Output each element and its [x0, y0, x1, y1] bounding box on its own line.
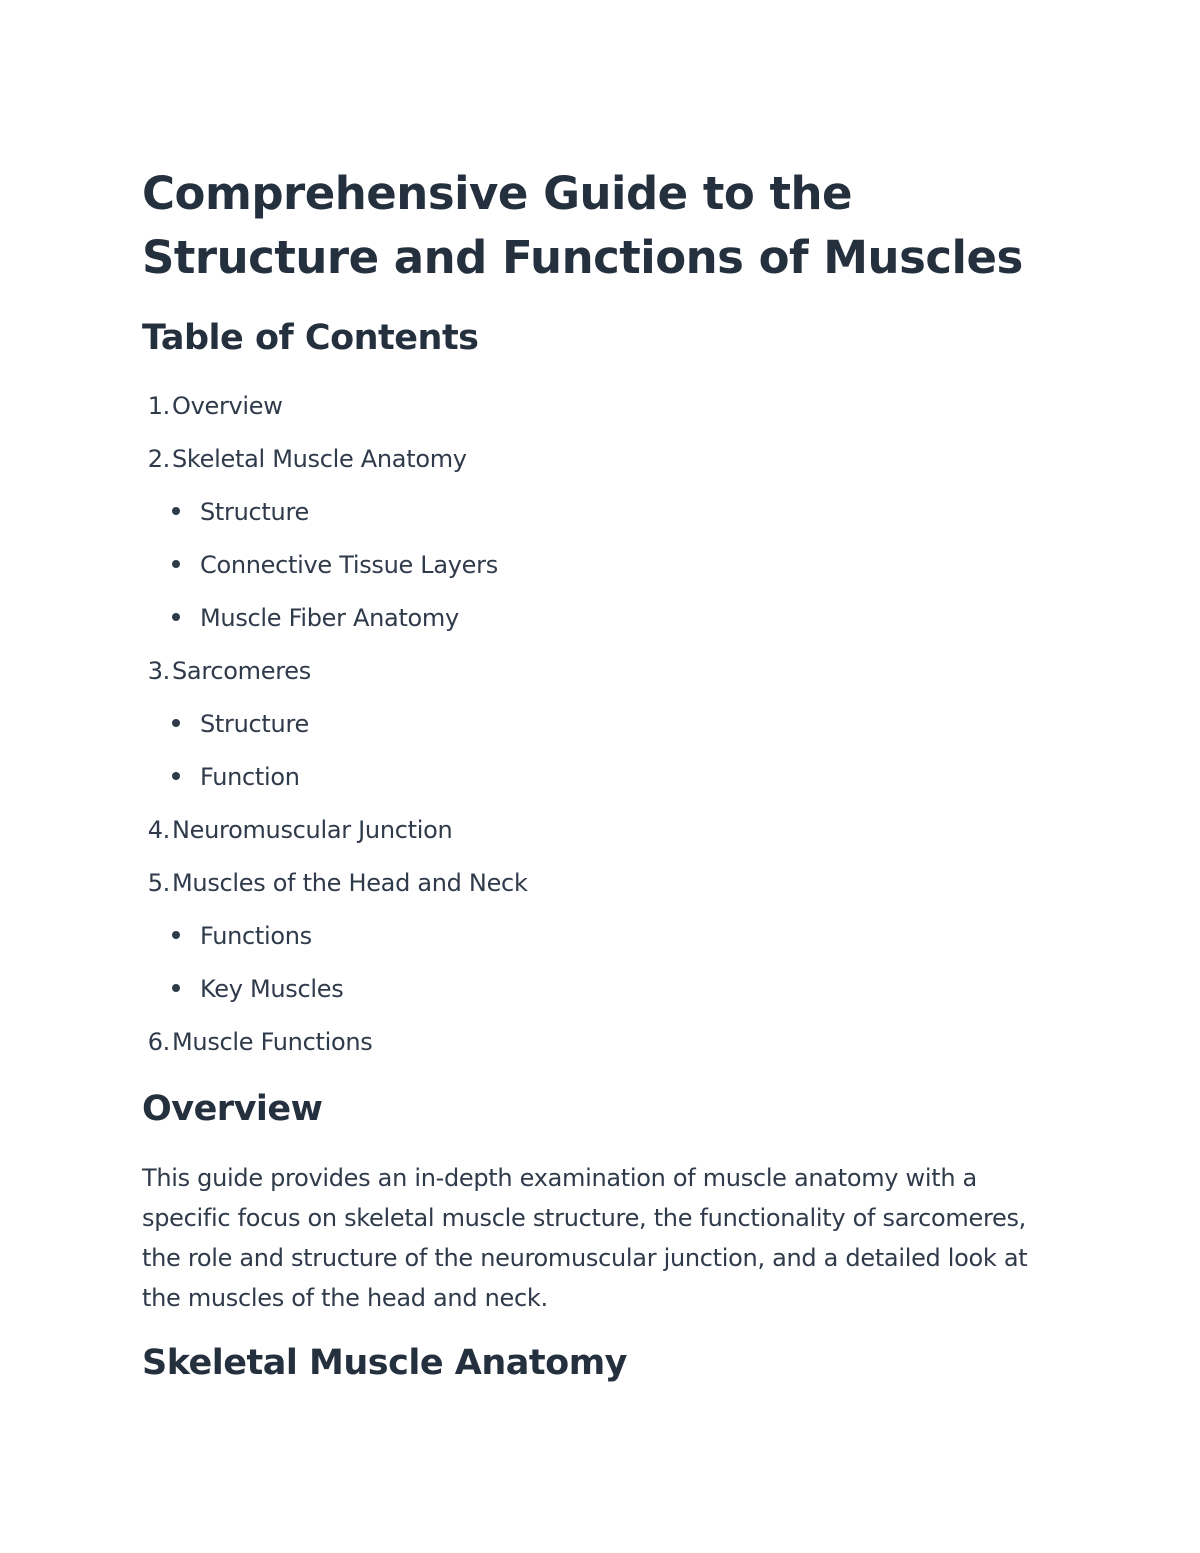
toc-label: Sarcomeres: [172, 657, 311, 685]
bullet-icon: [172, 931, 180, 939]
toc-sub-label: Functions: [200, 922, 312, 950]
toc-number: 3.: [147, 657, 170, 685]
toc-number: 4.: [147, 816, 170, 844]
toc-sub-label: Muscle Fiber Anatomy: [200, 604, 459, 632]
toc-item-muscles-head-neck[interactable]: [142, 868, 528, 898]
toc-sub-label: Connective Tissue Layers: [200, 551, 498, 579]
toc-subitem-muscle-fiber-anatomy[interactable]: [172, 603, 459, 633]
toc-label: Neuromuscular Junction: [172, 816, 453, 844]
toc-item-sarcomeres[interactable]: [142, 656, 311, 686]
overview-heading: Overview: [142, 1089, 323, 1129]
bullet-icon: [172, 719, 180, 727]
toc-label: Muscle Functions: [172, 1028, 373, 1056]
bullet-icon: [172, 984, 180, 992]
overview-paragraph: This guide provides an in-depth examination of muscle anatomy with a specific focus on skeletal muscle structure, the functionality of sarcomeres, the role and structure of the neuromuscular junction, and a detailed look at the muscles of the head and neck.: [142, 1164, 1028, 1312]
toc-subitem-function[interactable]: [172, 762, 300, 792]
bullet-icon: [172, 507, 180, 515]
toc-subitem-key-muscles[interactable]: [172, 974, 343, 1004]
bullet-icon: [172, 613, 180, 621]
toc-sub-label: Structure: [200, 710, 309, 738]
toc-heading: Table of Contents: [142, 318, 479, 358]
toc-item-muscle-functions[interactable]: [142, 1027, 372, 1057]
toc-number: 6.: [147, 1028, 170, 1056]
toc-item-neuromuscular-junction[interactable]: [142, 815, 452, 845]
toc-item-skeletal-muscle-anatomy[interactable]: [142, 444, 467, 474]
toc-sub-label: Key Muscles: [200, 975, 344, 1003]
toc-label: Skeletal Muscle Anatomy: [172, 445, 467, 473]
document-title: Comprehensive Guide to the Structure and Functions of Muscles: [142, 167, 1023, 284]
toc-subitem-structure[interactable]: [172, 709, 309, 739]
toc-sub-label: Function: [200, 763, 300, 791]
toc-subitem-functions[interactable]: [172, 921, 312, 951]
toc-sub-label: Structure: [200, 498, 309, 526]
bullet-icon: [172, 560, 180, 568]
toc-label: Muscles of the Head and Neck: [172, 869, 528, 897]
bullet-icon: [172, 772, 180, 780]
toc-number: 5.: [147, 869, 170, 897]
toc-subitem-connective-tissue-layers[interactable]: [172, 550, 498, 580]
toc-label: Overview: [172, 392, 283, 420]
toc-subitem-structure[interactable]: [172, 497, 309, 527]
toc-number: 2.: [147, 445, 170, 473]
skeletal-muscle-anatomy-heading: Skeletal Muscle Anatomy: [142, 1343, 627, 1383]
toc-item-overview[interactable]: [142, 391, 283, 421]
toc-number: 1.: [147, 392, 170, 420]
